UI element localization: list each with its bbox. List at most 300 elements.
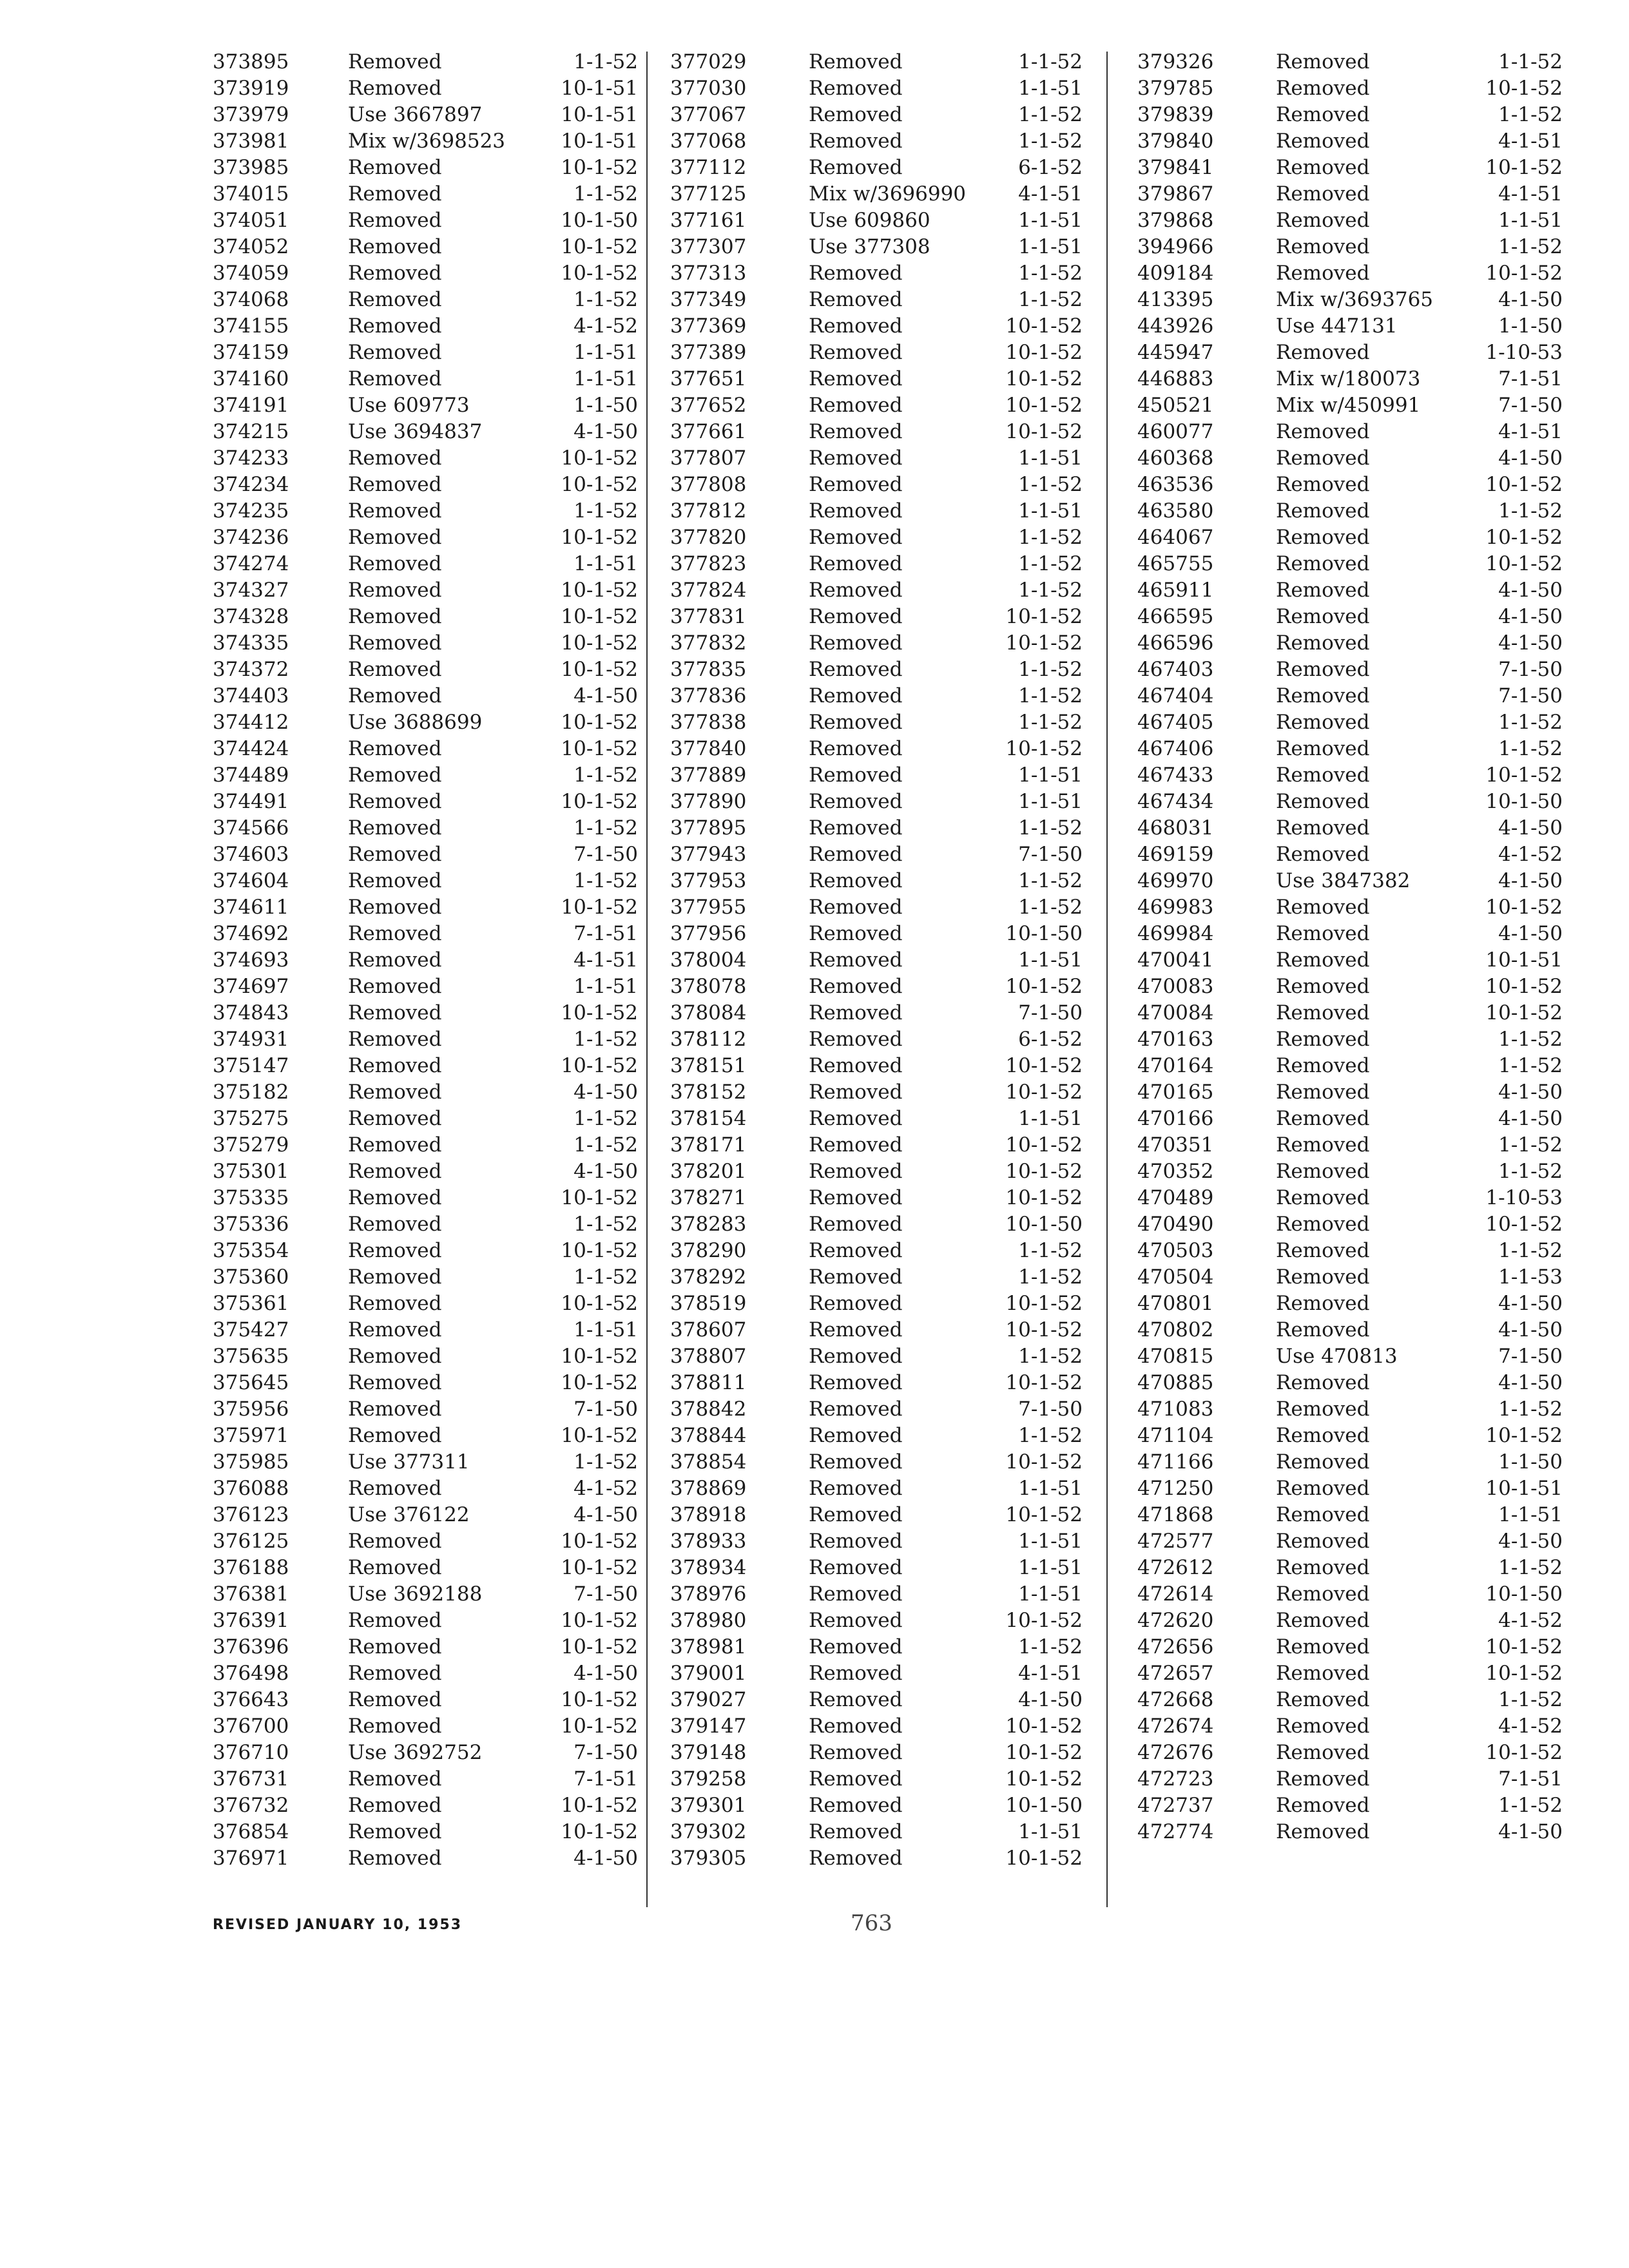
part-number: 378292 bbox=[670, 1265, 747, 1289]
column-2 bbox=[670, 49, 1083, 1898]
effective-date: 10-1-52 bbox=[1485, 77, 1563, 100]
table-row bbox=[670, 841, 1083, 868]
part-number: 466595 bbox=[1137, 605, 1214, 628]
effective-date: 1-1-51 bbox=[574, 552, 638, 575]
table-row bbox=[670, 577, 1083, 604]
part-number: 374372 bbox=[213, 658, 289, 681]
status-text: Removed bbox=[348, 1081, 442, 1104]
effective-date: 10-1-52 bbox=[1005, 1371, 1083, 1394]
table-row bbox=[213, 1449, 638, 1475]
part-number: 374051 bbox=[213, 209, 289, 232]
status-text: Removed bbox=[809, 896, 903, 919]
effective-date: 1-1-52 bbox=[1018, 869, 1083, 892]
status-text: Removed bbox=[348, 367, 442, 390]
part-number: 467404 bbox=[1137, 684, 1214, 707]
effective-date: 1-1-52 bbox=[1018, 552, 1083, 575]
table-row bbox=[670, 921, 1083, 947]
part-number: 378811 bbox=[670, 1371, 747, 1394]
part-number: 469983 bbox=[1137, 896, 1214, 919]
table-row bbox=[670, 736, 1083, 762]
status-text: Removed bbox=[809, 499, 903, 523]
table-row bbox=[213, 1687, 638, 1713]
status-text: Removed bbox=[809, 1503, 903, 1526]
status-text: Removed bbox=[348, 1239, 442, 1262]
effective-date: 1-1-52 bbox=[1018, 262, 1083, 285]
effective-date: 1-1-52 bbox=[1018, 130, 1083, 153]
status-text: Removed bbox=[809, 1556, 903, 1579]
effective-date: 10-1-50 bbox=[1485, 1582, 1563, 1606]
status-text: Removed bbox=[348, 922, 442, 945]
table-row bbox=[213, 366, 638, 392]
status-text: Use 447131 bbox=[1276, 314, 1398, 338]
table-row bbox=[670, 630, 1083, 657]
table-row bbox=[670, 1370, 1083, 1396]
table-row bbox=[213, 392, 638, 419]
effective-date: 1-1-52 bbox=[1018, 579, 1083, 602]
effective-date: 1-1-52 bbox=[1498, 1054, 1563, 1077]
table-row bbox=[213, 1264, 638, 1291]
status-text: Removed bbox=[1276, 1794, 1370, 1817]
status-text: Removed bbox=[348, 1028, 442, 1051]
part-number: 379841 bbox=[1137, 156, 1214, 179]
status-text: Removed bbox=[809, 869, 903, 892]
table-row bbox=[670, 1766, 1083, 1792]
table-row bbox=[1137, 657, 1563, 683]
part-number: 379302 bbox=[670, 1820, 747, 1843]
status-text: Removed bbox=[1276, 1133, 1370, 1157]
table-row bbox=[213, 1634, 638, 1660]
part-number: 379868 bbox=[1137, 209, 1214, 232]
table-row bbox=[213, 313, 638, 340]
table-row bbox=[1137, 1317, 1563, 1343]
table-row bbox=[213, 1660, 638, 1687]
status-text: Removed bbox=[809, 1081, 903, 1104]
table-row bbox=[670, 472, 1083, 498]
part-number: 376381 bbox=[213, 1582, 289, 1606]
table-row bbox=[670, 1740, 1083, 1766]
effective-date: 10-1-52 bbox=[1005, 1160, 1083, 1183]
status-text: Use 376122 bbox=[348, 1503, 470, 1526]
effective-date: 4-1-50 bbox=[574, 1081, 638, 1104]
effective-date: 1-1-51 bbox=[574, 367, 638, 390]
effective-date: 1-1-52 bbox=[1498, 737, 1563, 760]
effective-date: 7-1-50 bbox=[574, 1741, 638, 1764]
status-text: Removed bbox=[1276, 658, 1370, 681]
table-row bbox=[1137, 577, 1563, 604]
status-text: Removed bbox=[809, 764, 903, 787]
table-row bbox=[213, 709, 638, 736]
part-number: 472620 bbox=[1137, 1609, 1214, 1632]
effective-date: 10-1-52 bbox=[561, 1609, 638, 1632]
part-number: 373981 bbox=[213, 130, 289, 153]
effective-date: 10-1-52 bbox=[1485, 262, 1563, 285]
status-text: Removed bbox=[348, 1265, 442, 1289]
table-row bbox=[670, 1792, 1083, 1819]
part-number: 469970 bbox=[1137, 869, 1214, 892]
status-text: Removed bbox=[348, 1820, 442, 1843]
part-number: 470351 bbox=[1137, 1133, 1214, 1157]
effective-date: 4-1-50 bbox=[1498, 1318, 1563, 1341]
status-text: Removed bbox=[809, 552, 903, 575]
status-text: Removed bbox=[348, 658, 442, 681]
part-number: 467405 bbox=[1137, 711, 1214, 734]
part-number: 467433 bbox=[1137, 764, 1214, 787]
effective-date: 1-1-52 bbox=[1498, 1239, 1563, 1262]
effective-date: 1-1-52 bbox=[1018, 1635, 1083, 1658]
table-row bbox=[1137, 1528, 1563, 1555]
column-divider bbox=[1106, 52, 1108, 1907]
effective-date: 7-1-51 bbox=[574, 922, 638, 945]
status-text: Removed bbox=[348, 816, 442, 840]
part-number: 378918 bbox=[670, 1503, 747, 1526]
effective-date: 10-1-52 bbox=[561, 1292, 638, 1315]
part-number: 378842 bbox=[670, 1398, 747, 1421]
status-text: Removed bbox=[348, 975, 442, 998]
status-text: Removed bbox=[809, 658, 903, 681]
part-number: 374424 bbox=[213, 737, 289, 760]
status-text: Removed bbox=[809, 1847, 903, 1870]
table-row bbox=[1137, 1026, 1563, 1053]
table-row bbox=[213, 1555, 638, 1581]
table-row bbox=[213, 234, 638, 260]
table-row bbox=[1137, 287, 1563, 313]
status-text: Removed bbox=[809, 1582, 903, 1606]
table-row bbox=[670, 1211, 1083, 1238]
part-number: 469159 bbox=[1137, 843, 1214, 866]
part-number: 472737 bbox=[1137, 1794, 1214, 1817]
part-number: 374235 bbox=[213, 499, 289, 523]
status-text: Removed bbox=[348, 1292, 442, 1315]
effective-date: 1-1-51 bbox=[1018, 447, 1083, 470]
status-text: Mix w/450991 bbox=[1276, 394, 1421, 417]
status-text: Removed bbox=[809, 288, 903, 311]
status-text: Mix w/3696990 bbox=[809, 182, 967, 206]
effective-date: 6-1-52 bbox=[1018, 156, 1083, 179]
table-row bbox=[213, 155, 638, 181]
effective-date: 1-1-52 bbox=[1018, 1239, 1083, 1262]
effective-date: 1-1-50 bbox=[1498, 314, 1563, 338]
table-row bbox=[1137, 181, 1563, 207]
status-text: Removed bbox=[1276, 816, 1370, 840]
part-number: 378084 bbox=[670, 1001, 747, 1024]
part-number: 376710 bbox=[213, 1741, 289, 1764]
part-number: 472723 bbox=[1137, 1767, 1214, 1791]
table-row bbox=[670, 657, 1083, 683]
table-row bbox=[1137, 736, 1563, 762]
effective-date: 1-1-52 bbox=[1498, 499, 1563, 523]
part-number: 413395 bbox=[1137, 288, 1214, 311]
table-row bbox=[213, 789, 638, 815]
table-row bbox=[1137, 1106, 1563, 1132]
table-row bbox=[213, 181, 638, 207]
status-text: Removed bbox=[1276, 1582, 1370, 1606]
effective-date: 7-1-51 bbox=[1498, 367, 1563, 390]
table-row bbox=[1137, 1687, 1563, 1713]
effective-date: 10-1-51 bbox=[1485, 1477, 1563, 1500]
table-row bbox=[213, 1792, 638, 1819]
part-number: 378981 bbox=[670, 1635, 747, 1658]
effective-date: 7-1-50 bbox=[1498, 1345, 1563, 1368]
table-row bbox=[1137, 1264, 1563, 1291]
status-text: Removed bbox=[1276, 130, 1370, 153]
effective-date: 7-1-50 bbox=[1018, 1398, 1083, 1421]
table-row bbox=[1137, 1343, 1563, 1370]
status-text: Removed bbox=[1276, 1213, 1370, 1236]
part-number: 374274 bbox=[213, 552, 289, 575]
status-text: Mix w/180073 bbox=[1276, 367, 1421, 390]
table-row bbox=[670, 1158, 1083, 1185]
table-row bbox=[1137, 762, 1563, 789]
part-number: 377651 bbox=[670, 367, 747, 390]
status-text: Removed bbox=[348, 1847, 442, 1870]
effective-date: 10-1-52 bbox=[1005, 1318, 1083, 1341]
table-row bbox=[670, 1660, 1083, 1687]
part-number: 375635 bbox=[213, 1345, 289, 1368]
effective-date: 10-1-52 bbox=[561, 1530, 638, 1553]
status-text: Removed bbox=[1276, 526, 1370, 549]
part-number: 443926 bbox=[1137, 314, 1214, 338]
effective-date: 10-1-52 bbox=[561, 447, 638, 470]
part-number: 374160 bbox=[213, 367, 289, 390]
part-number: 472614 bbox=[1137, 1582, 1214, 1606]
table-row bbox=[1137, 1475, 1563, 1502]
table-row bbox=[1137, 1000, 1563, 1026]
table-row bbox=[1137, 472, 1563, 498]
status-text: Removed bbox=[348, 843, 442, 866]
effective-date: 1-1-52 bbox=[574, 1213, 638, 1236]
table-row bbox=[1137, 1370, 1563, 1396]
effective-date: 4-1-50 bbox=[574, 1503, 638, 1526]
status-text: Use 3688699 bbox=[348, 711, 483, 734]
effective-date: 4-1-50 bbox=[1498, 922, 1563, 945]
part-number: 374335 bbox=[213, 631, 289, 655]
part-number: 377807 bbox=[670, 447, 747, 470]
table-row bbox=[1137, 1766, 1563, 1792]
part-number: 376643 bbox=[213, 1688, 289, 1711]
part-number: 378004 bbox=[670, 948, 747, 972]
effective-date: 6-1-52 bbox=[1018, 1028, 1083, 1051]
part-number: 374697 bbox=[213, 975, 289, 998]
part-number: 376123 bbox=[213, 1503, 289, 1526]
effective-date: 1-1-52 bbox=[574, 182, 638, 206]
table-row bbox=[670, 392, 1083, 419]
part-number: 466596 bbox=[1137, 631, 1214, 655]
effective-date: 4-1-50 bbox=[1498, 1530, 1563, 1553]
status-text: Use 3694837 bbox=[348, 420, 483, 443]
status-text: Removed bbox=[1276, 77, 1370, 100]
table-row bbox=[213, 974, 638, 1000]
part-number: 379785 bbox=[1137, 77, 1214, 100]
status-text: Removed bbox=[348, 314, 442, 338]
table-row bbox=[213, 1581, 638, 1608]
effective-date: 4-1-50 bbox=[1498, 1107, 1563, 1130]
effective-date: 1-1-52 bbox=[1018, 288, 1083, 311]
effective-date: 1-1-52 bbox=[1498, 1398, 1563, 1421]
status-text: Removed bbox=[1276, 790, 1370, 813]
effective-date: 4-1-50 bbox=[1498, 1820, 1563, 1843]
part-number: 377835 bbox=[670, 658, 747, 681]
status-text: Removed bbox=[348, 684, 442, 707]
status-text: Removed bbox=[348, 1186, 442, 1209]
status-text: Use 377308 bbox=[809, 235, 930, 258]
table-row bbox=[670, 445, 1083, 472]
table-row bbox=[670, 102, 1083, 128]
effective-date: 1-1-51 bbox=[1018, 790, 1083, 813]
part-number: 470041 bbox=[1137, 948, 1214, 972]
status-text: Removed bbox=[809, 1450, 903, 1474]
status-text: Removed bbox=[809, 156, 903, 179]
effective-date: 1-1-52 bbox=[574, 816, 638, 840]
effective-date: 10-1-52 bbox=[1005, 1609, 1083, 1632]
status-text: Mix w/3698523 bbox=[348, 130, 506, 153]
effective-date: 1-1-52 bbox=[1018, 1424, 1083, 1447]
table-row bbox=[1137, 419, 1563, 445]
table-row bbox=[670, 1819, 1083, 1845]
effective-date: 1-1-52 bbox=[1498, 1688, 1563, 1711]
effective-date: 4-1-51 bbox=[1018, 182, 1083, 206]
table-row bbox=[1137, 498, 1563, 524]
status-text: Use 609773 bbox=[348, 394, 470, 417]
table-row bbox=[670, 1185, 1083, 1211]
status-text: Removed bbox=[809, 1213, 903, 1236]
table-row bbox=[1137, 445, 1563, 472]
effective-date: 10-1-52 bbox=[1005, 1715, 1083, 1738]
effective-date: 10-1-52 bbox=[561, 235, 638, 258]
status-text: Removed bbox=[809, 711, 903, 734]
table-row bbox=[1137, 366, 1563, 392]
status-text: Removed bbox=[809, 1820, 903, 1843]
table-row bbox=[213, 445, 638, 472]
effective-date: 10-1-52 bbox=[1485, 473, 1563, 496]
effective-date: 10-1-51 bbox=[1485, 948, 1563, 972]
status-text: Removed bbox=[1276, 1450, 1370, 1474]
effective-date: 4-1-50 bbox=[574, 1160, 638, 1183]
table-row bbox=[670, 974, 1083, 1000]
effective-date: 1-1-52 bbox=[1498, 711, 1563, 734]
table-row bbox=[670, 313, 1083, 340]
effective-date: 1-1-52 bbox=[1018, 684, 1083, 707]
part-number: 378854 bbox=[670, 1450, 747, 1474]
part-number: 377890 bbox=[670, 790, 747, 813]
table-row bbox=[213, 577, 638, 604]
part-number: 377820 bbox=[670, 526, 747, 549]
table-row bbox=[670, 1581, 1083, 1608]
part-number: 470504 bbox=[1137, 1265, 1214, 1289]
table-row bbox=[213, 841, 638, 868]
part-number: 378078 bbox=[670, 975, 747, 998]
effective-date: 1-1-52 bbox=[1498, 1160, 1563, 1183]
table-row bbox=[1137, 1792, 1563, 1819]
effective-date: 10-1-52 bbox=[1005, 1292, 1083, 1315]
effective-date: 1-1-51 bbox=[1498, 209, 1563, 232]
table-row bbox=[213, 1343, 638, 1370]
table-row bbox=[213, 1238, 638, 1264]
table-row bbox=[670, 155, 1083, 181]
effective-date: 1-1-51 bbox=[1018, 209, 1083, 232]
effective-date: 10-1-52 bbox=[561, 1556, 638, 1579]
table-row bbox=[213, 1158, 638, 1185]
effective-date: 4-1-52 bbox=[1498, 1715, 1563, 1738]
table-row bbox=[1137, 128, 1563, 155]
part-number: 379148 bbox=[670, 1741, 747, 1764]
table-row bbox=[213, 1317, 638, 1343]
table-row bbox=[1137, 630, 1563, 657]
effective-date: 1-1-52 bbox=[1018, 816, 1083, 840]
part-number: 374233 bbox=[213, 447, 289, 470]
status-text: Removed bbox=[348, 262, 442, 285]
effective-date: 1-1-52 bbox=[1498, 235, 1563, 258]
effective-date: 10-1-52 bbox=[561, 156, 638, 179]
part-number: 464067 bbox=[1137, 526, 1214, 549]
effective-date: 1-1-52 bbox=[1498, 50, 1563, 73]
effective-date: 1-1-52 bbox=[1018, 50, 1083, 73]
effective-date: 10-1-52 bbox=[1485, 764, 1563, 787]
effective-date: 1-1-52 bbox=[1018, 896, 1083, 919]
table-row bbox=[670, 947, 1083, 974]
effective-date: 10-1-52 bbox=[1485, 1741, 1563, 1764]
table-row bbox=[213, 815, 638, 841]
status-text: Removed bbox=[1276, 262, 1370, 285]
status-text: Removed bbox=[1276, 1688, 1370, 1711]
part-number: 374052 bbox=[213, 235, 289, 258]
part-number: 472612 bbox=[1137, 1556, 1214, 1579]
part-number: 377808 bbox=[670, 473, 747, 496]
table-row bbox=[213, 102, 638, 128]
table-row bbox=[213, 524, 638, 551]
status-text: Removed bbox=[809, 1345, 903, 1368]
table-row bbox=[213, 551, 638, 577]
part-number: 472774 bbox=[1137, 1820, 1214, 1843]
status-text: Removed bbox=[809, 262, 903, 285]
status-text: Removed bbox=[1276, 948, 1370, 972]
status-text: Use 3667897 bbox=[348, 103, 483, 126]
status-text: Removed bbox=[809, 50, 903, 73]
table-row bbox=[670, 49, 1083, 75]
part-number: 465911 bbox=[1137, 579, 1214, 602]
part-number: 472656 bbox=[1137, 1635, 1214, 1658]
part-number: 375427 bbox=[213, 1318, 289, 1341]
effective-date: 10-1-52 bbox=[1485, 552, 1563, 575]
table-row bbox=[670, 894, 1083, 921]
status-text: Removed bbox=[1276, 1424, 1370, 1447]
status-text: Removed bbox=[1276, 499, 1370, 523]
effective-date: 10-1-52 bbox=[1005, 631, 1083, 655]
part-number: 378976 bbox=[670, 1582, 747, 1606]
part-number: 377112 bbox=[670, 156, 747, 179]
status-text: Removed bbox=[348, 1715, 442, 1738]
effective-date: 4-1-50 bbox=[1498, 447, 1563, 470]
effective-date: 7-1-50 bbox=[1018, 843, 1083, 866]
effective-date: 10-1-52 bbox=[1005, 1186, 1083, 1209]
part-number: 378283 bbox=[670, 1213, 747, 1236]
effective-date: 10-1-51 bbox=[561, 103, 638, 126]
status-text: Removed bbox=[809, 1239, 903, 1262]
effective-date: 10-1-52 bbox=[1005, 1847, 1083, 1870]
effective-date: 10-1-50 bbox=[1005, 922, 1083, 945]
status-text: Removed bbox=[1276, 1662, 1370, 1685]
table-row bbox=[670, 1449, 1083, 1475]
effective-date: 1-1-52 bbox=[1018, 103, 1083, 126]
part-number: 467403 bbox=[1137, 658, 1214, 681]
table-row bbox=[670, 683, 1083, 709]
part-number: 374489 bbox=[213, 764, 289, 787]
part-number: 377125 bbox=[670, 182, 747, 206]
effective-date: 10-1-52 bbox=[1005, 737, 1083, 760]
part-number: 470165 bbox=[1137, 1081, 1214, 1104]
status-text: Use 3692752 bbox=[348, 1741, 483, 1764]
part-number: 378152 bbox=[670, 1081, 747, 1104]
status-text: Removed bbox=[809, 843, 903, 866]
